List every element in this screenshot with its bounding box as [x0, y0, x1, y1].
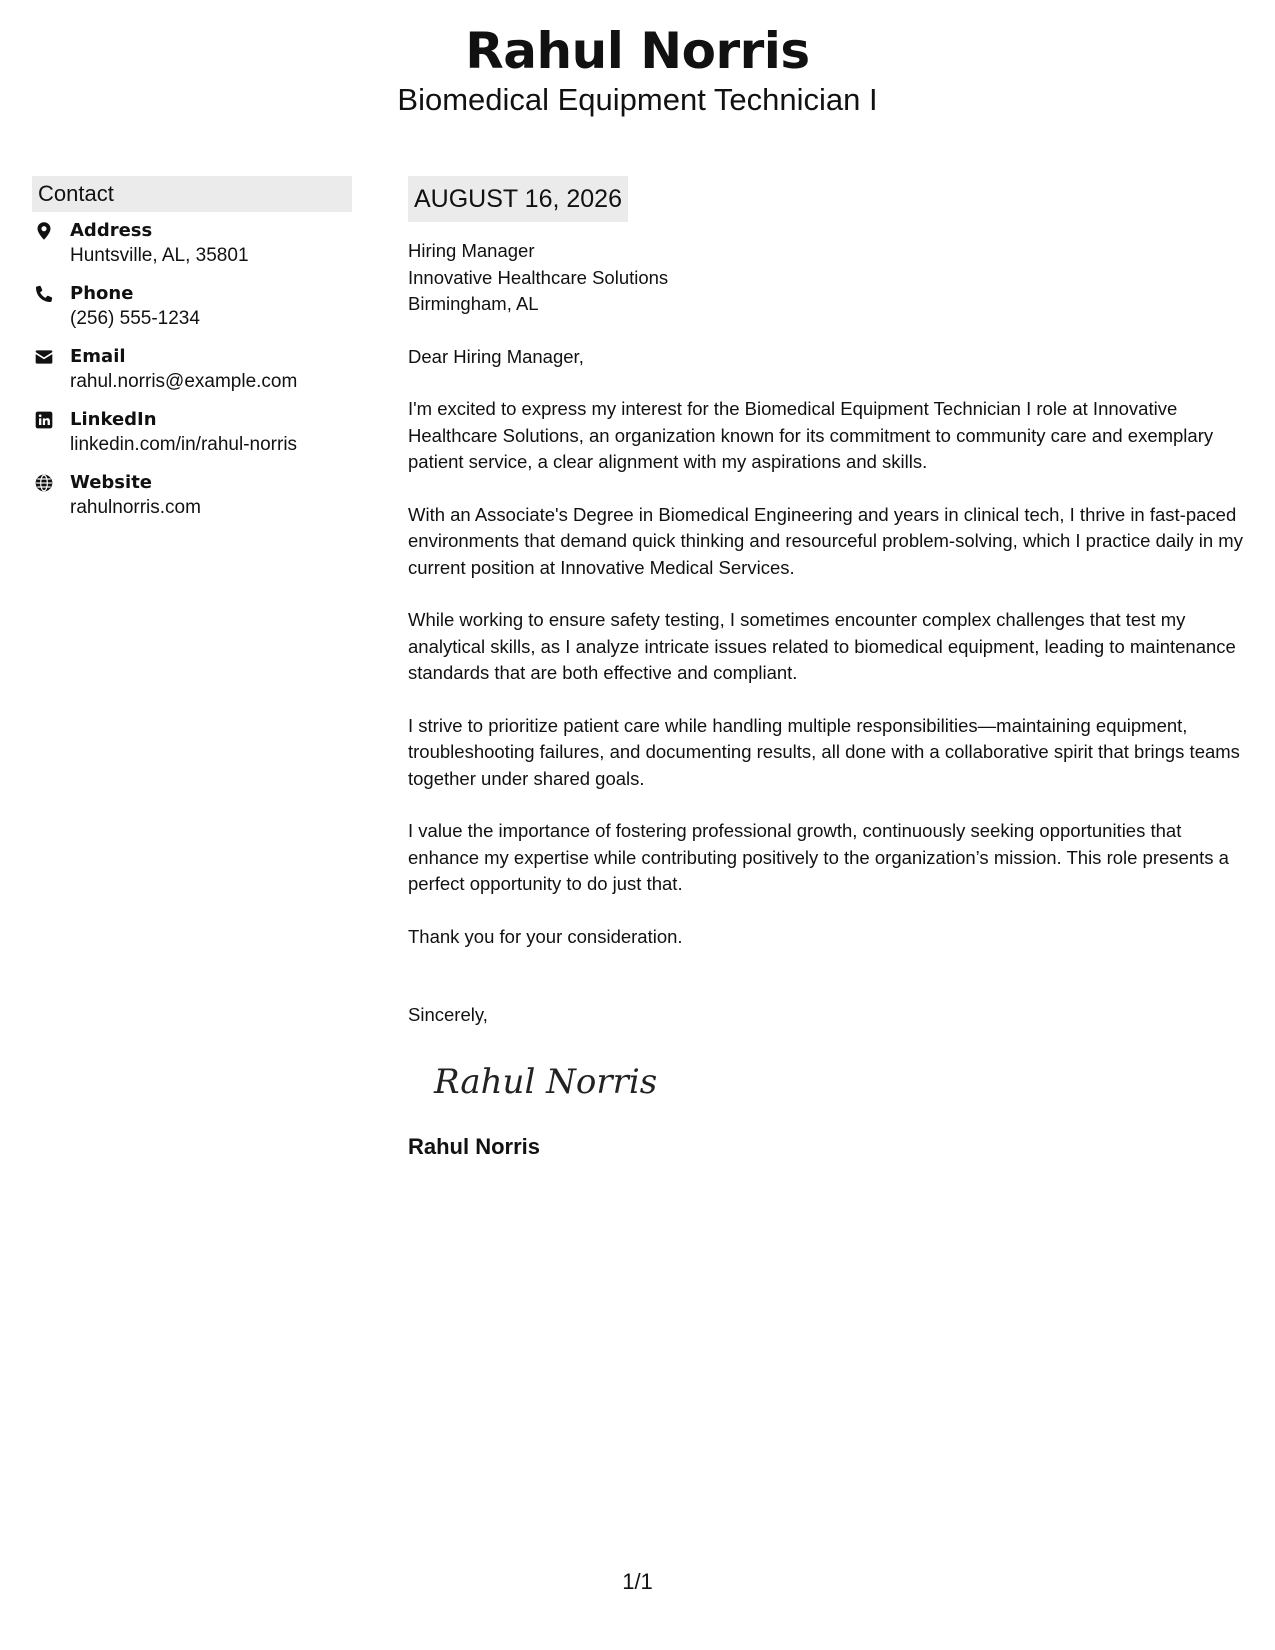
- email-value: rahul.norris@example.com: [70, 371, 298, 392]
- page-number: 1/1: [622, 1569, 653, 1594]
- signature-image: [430, 1051, 1248, 1111]
- linkedin-icon: [34, 410, 54, 430]
- website-label: Website: [70, 472, 153, 493]
- contact-phone: [32, 281, 352, 331]
- signature-text: Rahul Norris: [434, 1061, 658, 1102]
- contact-email: [32, 344, 352, 394]
- map-pin-icon: [34, 221, 54, 241]
- paragraph: With an Associate's Degree in Biomedical Engineering and years in clinical tech, I thrive in fast-paced environments that demand quick thinking and resourceful problem-solving, which I practice daily in my current position at Innovative Medical Services.: [408, 503, 1243, 578]
- contact-linkedin: [32, 407, 352, 457]
- signer-name: Rahul Norris: [408, 1133, 541, 1159]
- envelope-icon: [34, 347, 54, 367]
- phone-icon: [34, 284, 54, 304]
- contact-website: [32, 470, 352, 520]
- email-label: Email: [70, 346, 126, 367]
- applicant-name: Rahul Norris: [465, 22, 810, 80]
- contact-address: [32, 218, 352, 268]
- recipient-name: Hiring Manager: [408, 240, 535, 261]
- address-value: Huntsville, AL, 35801: [70, 245, 249, 266]
- thank-you-line: Thank you for your consideration.: [408, 925, 683, 947]
- closing: Sincerely,: [408, 1004, 488, 1025]
- letter-date: AUGUST 16, 2026: [408, 176, 628, 222]
- recipient-company: Innovative Healthcare Solutions: [408, 266, 669, 288]
- paragraph: I value the importance of fostering professional growth, continuously seeking opportunities that enhance my expertise while contributing positively to the organization’s mission. This role presents a perfect opportunity to do just that.: [408, 820, 1229, 894]
- letter-body: [408, 176, 1248, 1161]
- globe-icon: [34, 473, 54, 493]
- recipient-block: [408, 238, 1248, 318]
- linkedin-label: LinkedIn: [70, 409, 157, 430]
- salutation: Dear Hiring Manager,: [408, 345, 584, 367]
- letter-header: [0, 20, 1275, 118]
- paragraph: While working to ensure safety testing, I sometimes encounter complex challenges that test my analytical skills, as I analyze intricate issues related to biomedical equipment, leading to maintenance standards that are both effective and compliant.: [408, 609, 1236, 683]
- contact-sidebar: [32, 176, 352, 533]
- website-value: rahulnorris.com: [70, 497, 201, 518]
- address-label: Address: [70, 220, 153, 241]
- linkedin-value: linkedin.com/in/rahul-norris: [70, 434, 298, 455]
- phone-label: Phone: [70, 283, 134, 304]
- paragraph: I'm excited to express my interest for the Biomedical Equipment Technician I role at Innovative Healthcare Solutions, an organization known for its commitment to community care and exemplary patient service, a clear alignment with my aspirations and skills.: [408, 398, 1214, 472]
- job-title: Biomedical Equipment Technician I: [397, 82, 878, 117]
- contact-heading: Contact: [32, 176, 352, 212]
- paragraph: I strive to prioritize patient care while handling multiple responsibilities—maintaining equipment, troubleshooting failures, and documenting results, all done with a collaborative spirit that brings teams together under shared goals.: [408, 714, 1240, 789]
- recipient-location: Birmingham, AL: [408, 293, 539, 314]
- phone-value: (256) 555-1234: [70, 308, 200, 329]
